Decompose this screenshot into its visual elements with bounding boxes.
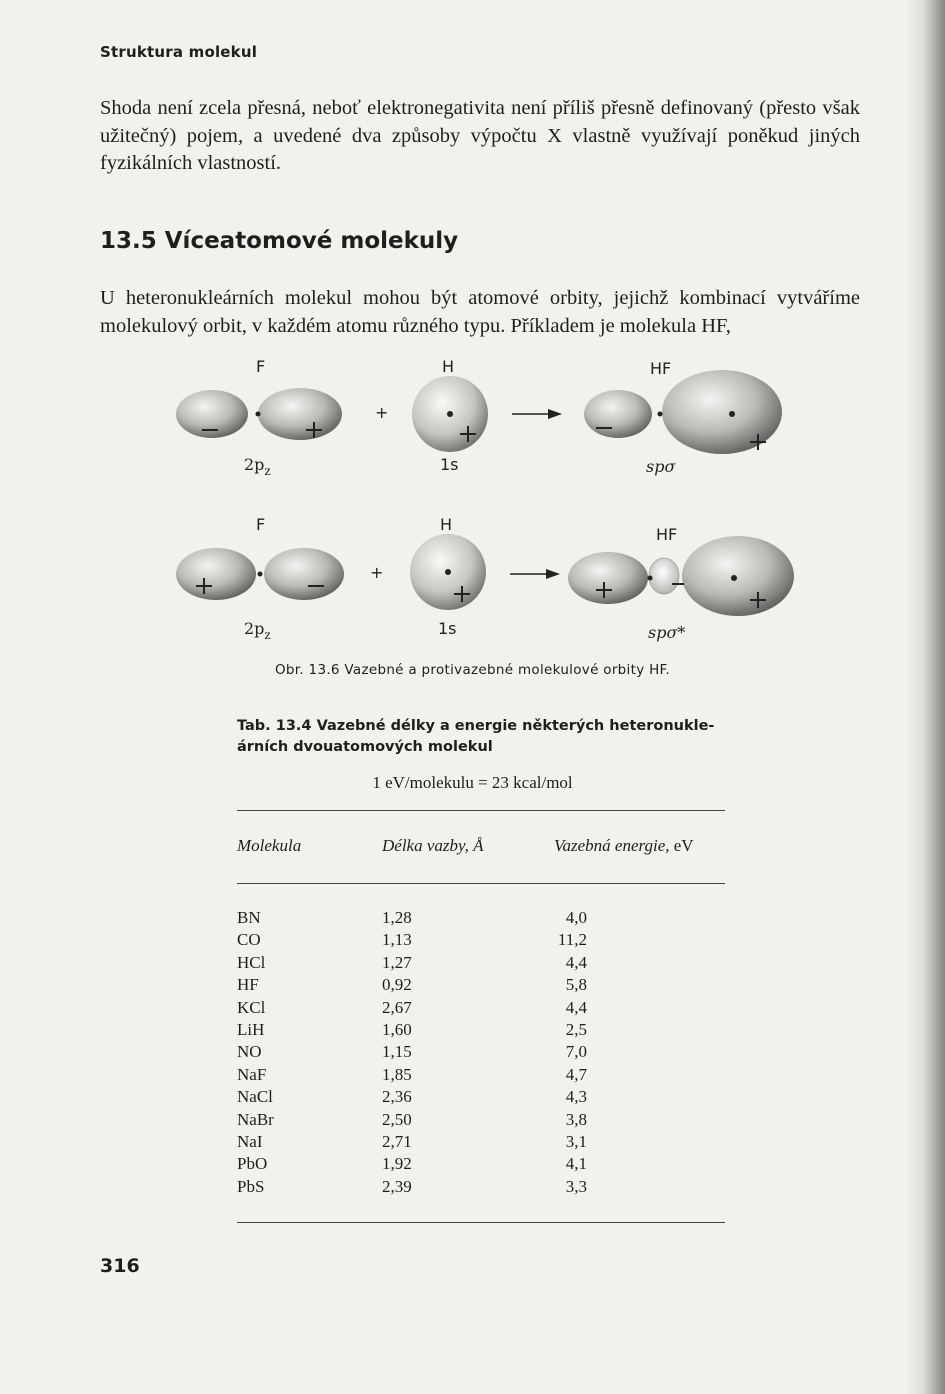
section-heading: 13.5 Víceatomové molekuly — [100, 228, 459, 254]
table-note: 1 eV/molekulu = 23 kcal/mol — [372, 773, 573, 792]
row1-atom-h: H — [442, 357, 455, 376]
row1-atom-hf: HF — [650, 359, 672, 378]
row1-plus: + — [375, 403, 389, 422]
row2-arrow — [510, 569, 560, 579]
row2-atom-hf: HF — [656, 525, 678, 544]
table-top-rule — [237, 810, 725, 811]
table-row: PbO 1,92 4,1 — [237, 1154, 587, 1174]
table-row: KCl 2,67 4,4 — [237, 997, 587, 1017]
header-molecule: Molekula — [237, 836, 302, 855]
row1-f-2pz-orbital — [176, 388, 342, 440]
table-row: NaI 2,71 3,1 — [237, 1131, 587, 1151]
row1-label-1s: 1s — [440, 455, 459, 474]
row1-hf-sp-sigma-orbital — [584, 370, 782, 454]
orbital-figure — [160, 352, 820, 652]
row2-h-1s-orbital — [410, 534, 486, 610]
header-bond-energy: Vazebná energie, eV — [554, 836, 694, 855]
table-row: CO 1,13 11,2 — [237, 930, 587, 950]
table-row: NaBr 2,50 3,8 — [237, 1109, 587, 1129]
row1-label-sp-sigma: spσ — [646, 457, 676, 476]
table-bottom-rule — [237, 1222, 725, 1223]
table-row: NaCl 2,36 4,3 — [237, 1087, 587, 1107]
row2-atom-f: F — [256, 515, 266, 534]
table-caption — [237, 716, 727, 758]
row1-label-2pz: $2p_z$ — [244, 455, 271, 478]
row2-atom-h: H — [440, 515, 453, 534]
running-head: Struktura molekul — [100, 43, 258, 61]
table-row: NO 1,15 7,0 — [237, 1042, 587, 1062]
table-header-rule — [237, 883, 725, 884]
table-caption-line-1: Tab. 13.4 Vazebné délky a energie některých heteronukle- — [237, 718, 715, 734]
row2-label-2pz: $2p_z$ — [244, 619, 271, 642]
table-header — [0, 836, 945, 860]
row1-atom-f: F — [256, 357, 266, 376]
table-row: NaF 1,85 4,7 — [237, 1064, 587, 1084]
row1-h-1s-orbital — [412, 376, 488, 452]
row2-f-2pz-orbital — [176, 548, 344, 600]
row2-label-sp-sigma-star: spσ* — [648, 623, 686, 642]
row2-hf-sp-sigma-star-orbital — [568, 536, 794, 616]
row2-plus: + — [370, 563, 384, 582]
page-number: 316 — [100, 1255, 140, 1277]
paragraph-1: Shoda není zcela přesná, neboť elektronegativita není příliš přesně definovaný (přesto však užitečný) pojem, a uvedené dva způsoby výpočtu X vlastně využívají poněkud jiných fyzikálních vlastností. — [100, 97, 860, 174]
table-row: BN 1,28 4,0 — [237, 908, 587, 927]
table-row: LiH 1,60 2,5 — [237, 1019, 587, 1039]
table-row: PbS 2,39 3,3 — [237, 1176, 587, 1196]
row2-label-1s: 1s — [438, 619, 457, 638]
header-bond-length: Délka vazby, Å — [382, 836, 484, 855]
table-body — [0, 907, 945, 1198]
paragraph-2: U heteronukleárních molekul mohou být atomové orbity, jejichž kombinací vytváříme molekulový orbit, v každém atomu různého typu. Příkladem je molekula HF, — [100, 287, 860, 337]
table-row: HF 0,92 5,8 — [237, 975, 587, 995]
table-row: HCl 1,27 4,4 — [237, 952, 587, 972]
row1-arrow — [512, 409, 562, 419]
figure-caption: Obr. 13.6 Vazebné a protivazebné molekulové orbity HF. — [274, 662, 671, 678]
table-caption-line-2: árních dvouatomových molekul — [237, 739, 493, 755]
